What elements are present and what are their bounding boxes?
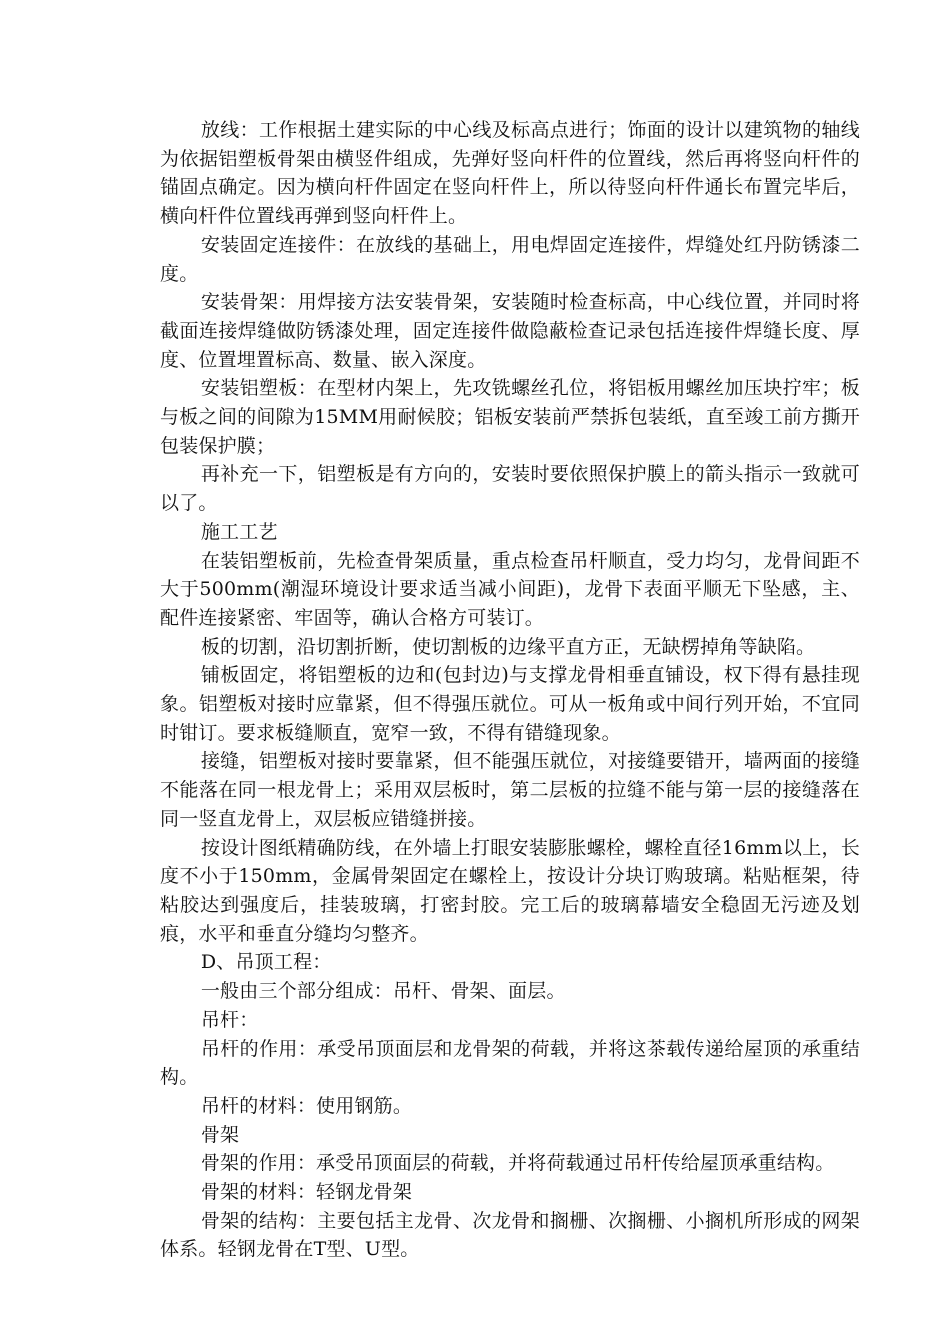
paragraph-install-aluminum-plastic-panel: 安装铝塑板：在型材内架上，先攻铣螺丝孔位，将铝板用螺丝加压块拧牢；板与板之间的间隙为15MM用耐候胶；铝板安装前严禁拆包装纸，直至竣工前方撕开包装保护膜； [160,377,860,457]
paragraph-install-connectors: 安装固定连接件：在放线的基础上，用电焊固定连接件，焊缝处红丹防锈漆二度。 [160,233,860,285]
document-body [160,116,860,1264]
paragraph-hanger-rod-function: 吊杆的作用：承受吊顶面层和龙骨架的荷载，并将这茶载传递给屋顶的承重结构。 [160,1037,860,1089]
paragraph-hanger-rod-material: 吊杆的材料：使用钢筋。 [200,1094,413,1117]
paragraph-panel-direction-note: 再补充一下，铝塑板是有方向的，安装时要依照保护膜上的箭头指示一致就可以了。 [160,463,860,515]
paragraph-frame-material: 骨架的材料：轻钢龙骨架 [200,1181,413,1204]
subheading-frame: 骨架 [200,1123,240,1146]
paragraph-frame-function: 骨架的作用：承受吊顶面层的荷载，并将荷载通过吊杆传给屋顶承重结构。 [200,1152,835,1175]
paragraph-layout-lines: 放线：工作根据土建实际的中心线及标高点进行；饰面的设计以建筑物的轴线为依据铝塑板骨架由横竖件组成，先弹好竖向杆件的位置线，然后再将竖向杆件的锚固点确定。因为横向杆件固定在竖向杆件上，所以待竖向杆件通长布置完毕后，横向杆件位置线再弹到竖向杆件上。 [160,119,860,228]
section-heading-construction-process: 施工工艺 [200,520,278,543]
paragraph-panel-joints: 接缝，铝塑板对接时要靠紧，但不能强压就位，对接缝要错开，墙两面的接缝不能落在同一根龙骨上；采用双层板时，第二层板的拉缝不能与第一层的接缝落在同一竖直龙骨上，双层板应错缝拼接。 [160,750,860,830]
paragraph-panel-fixing: 铺板固定，将铝塑板的边和(包封边)与支撑龙骨相垂直铺设，权下得有悬挂现象。铝塑板对接时应靠紧，但不得强压就位。可从一板角或中间行列开始，不宜同时钳订。要求板缝顺直，宽窄一致，不得有错缝现象。 [160,664,860,744]
subheading-hanger-rod: 吊杆： [200,1008,259,1031]
paragraph-ceiling-components: 一般由三个部分组成：吊杆、骨架、面层。 [200,980,566,1003]
paragraph-panel-cutting: 板的切割，沿切割折断，使切割板的边缘平直方正，无缺楞掉角等缺陷。 [200,635,816,658]
paragraph-frame-structure: 骨架的结构：主要包括主龙骨、次龙骨和搁栅、次搁栅、小搁机所形成的网架体系。轻钢龙骨在T型、U型。 [160,1209,860,1261]
paragraph-glass-curtain-wall: 按设计图纸精确防线，在外墙上打眼安装膨胀螺栓，螺栓直径16mm以上，长度不小于150mm，金属骨架固定在螺栓上，按设计分块订购玻璃。粘贴框架，待粘胶达到强度后，挂装玻璃，打密封胶。完工后的玻璃幕墙安全稳固无污迹及划痕，水平和垂直分缝均匀整齐。 [160,836,860,945]
paragraph-frame-check: 在装铝塑板前，先检查骨架质量，重点检查吊杆顺直，受力均匀，龙骨间距不大于500mm(潮湿环境设计要求适当减小间距)，龙骨下表面平顺无下坠感，主、配件连接紧密、牢固等，确认合格方可装订。 [160,549,860,629]
paragraph-install-frame: 安装骨架：用焊接方法安装骨架，安装随时检查标高，中心线位置，并同时将截面连接焊缝做防锈漆处理，固定连接件做隐蔽检查记录包括连接件焊缝长度、厚度、位置埋置标高、数量、嵌入深度。 [160,291,860,371]
section-heading-ceiling-works: D、吊顶工程： [200,951,332,974]
